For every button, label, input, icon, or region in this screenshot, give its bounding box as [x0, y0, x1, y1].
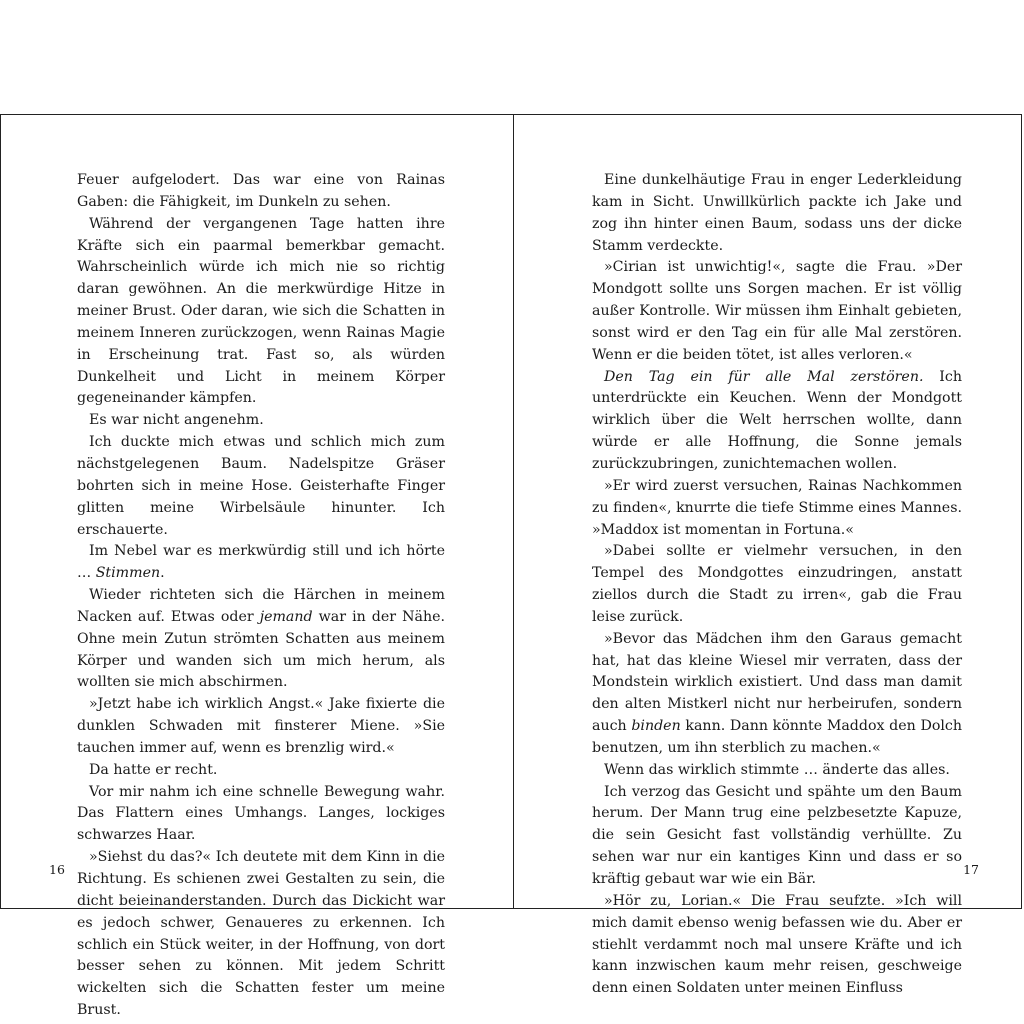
paragraph: Wenn das wirklich stimmte … änderte das alles.	[604, 761, 950, 778]
left-page-text	[77, 170, 445, 1022]
text-run: Ich unterdrückte ein Keuchen. Wenn der Mondgott wirklich über die Welt herrschen wollte, dann würde er alle Hoffnung, die Sonne jemals zurückzubringen, zunichtemachen wollen.	[592, 368, 962, 472]
paragraph: Während der vergangenen Tage hatten ihre Kräfte sich ein paarmal bemerkbar gemacht. Wahrscheinlich würde ich mich nie so richtig daran gewöhnen. An die merkwürdige Hitze in meiner Brust. Oder daran, wie sich die Schatten in meinem Inneren zurückzogen, wenn Rainas Magie in Erscheinung trat. Fast so, als würden Dunkelheit und Licht in meinem Körper gegeneinander kämpfen.	[77, 215, 445, 407]
left-page	[1, 115, 512, 1019]
right-page-text	[592, 170, 962, 1000]
italic-text-run: binden	[631, 718, 681, 735]
right-page	[514, 115, 1024, 997]
italic-text-run: Den Tag ein für alle Mal zerstören.	[604, 368, 924, 385]
paragraph: Feuer aufgelodert. Das war eine von Rainas Gaben: die Fähigkeit, im Dunkeln zu sehen.	[77, 172, 445, 210]
paragraph: Es war nicht angenehm.	[89, 412, 264, 429]
left-page-number: 16	[49, 862, 65, 877]
paragraph: Ich duckte mich etwas und schlich mich zum nächstgelegenen Baum. Nadelspitze Gräser bohrten sich in meine Hose. Geisterhafte Finger glitten meine Wirbelsäule hinunter. Ich erschauerte.	[77, 434, 445, 538]
right-page-number: 17	[963, 862, 979, 877]
italic-text-run: Stimmen	[95, 565, 161, 582]
paragraph	[77, 585, 445, 694]
paragraph	[592, 367, 962, 476]
paragraph: »Cirian ist unwichtig!«, sagte die Frau. »Der Mondgott sollte uns Sorgen machen. Er ist völlig außer Kontrolle. Wir müssen ihm Einhalt gebieten, sonst wird er den Tag ein für alle Mal zerstören. Wenn er die beiden tötet, ist alles verloren.«	[592, 259, 962, 363]
paragraph	[592, 629, 962, 760]
text-run: war in der Nähe. Ohne mein Zutun strömten Schatten aus meinem Körper und wanden sich um mich herum, als wollten sie mich abschirmen.	[77, 608, 445, 691]
paragraph: Ich verzog das Gesicht und spähte um den Baum herum. Der Mann trug eine pelzbesetzte Kapuze, die sein Gesicht fast vollständig verhüllte. Zu sehen war nur ein kantiges Kinn und dass er so kräftig gebaut war wie ein Bär.	[592, 783, 962, 887]
book-spread	[0, 114, 1022, 1019]
paragraph: Eine dunkelhäutige Frau in enger Lederkleidung kam in Sicht. Unwillkürlich packte ich Jake und zog ihn hinter einen Baum, sodass uns der dicke Stamm verdeckte.	[592, 172, 962, 254]
paragraph: »Hör zu, Lorian.« Die Frau seufzte. »Ich will mich damit ebenso wenig befassen wie du. Aber er stiehlt verdammt noch mal unsere Kräfte und ich kann inzwischen kaum mehr reisen, geschweige denn einen Soldaten unter meinen Einfluss	[592, 892, 962, 997]
paragraph	[77, 541, 445, 585]
text-run: Wieder richteten sich die Härchen in meinem Nacken auf. Etwas oder	[77, 587, 445, 625]
italic-text-run: jemand	[259, 608, 313, 625]
paragraph: »Siehst du das?« Ich deutete mit dem Kinn in die Richtung. Es schienen zwei Gestalten zu sein, die dicht beieinanderstanden. Durch das Dickicht war es jedoch schwer, Genaueres zu erkennen. Ich schlich ein Stück weiter, in der Hoffnung, von dort besser sehen zu können. Mit jedem Schritt wickelten sich die Schatten fester um meine Brust.	[77, 849, 445, 1019]
text-run: »Bevor das Mädchen ihm den Garaus gemacht hat, hat das kleine Wiesel mir verraten, dass der Mondstein wirklich existiert. Und dass man damit den alten Mistkerl nicht nur herbeirufen, sondern auch	[592, 630, 962, 735]
paragraph: »Jetzt habe ich wirklich Angst.« Jake fixierte die dunklen Schwaden mit finsterer Miene. »Sie tauchen immer auf, wenn es brenzlig wird.«	[77, 696, 445, 756]
paragraph: Vor mir nahm ich eine schnelle Bewegung wahr. Das Flattern eines Umhangs. Langes, lockiges schwarzes Haar.	[77, 783, 445, 844]
text-run: Im Nebel war es merkwürdig still und ich hörte …	[77, 543, 445, 582]
text-run: kann. Dann könnte Maddox den Dolch benutzen, um ihn sterblich zu machen.«	[592, 718, 962, 756]
paragraph: »Er wird zuerst versuchen, Rainas Nachkommen zu finden«, knurrte die tiefe Stimme eines Mannes. »Maddox ist momentan in Fortuna.«	[592, 477, 962, 538]
paragraph: Da hatte er recht.	[89, 761, 218, 778]
text-run: .	[160, 565, 165, 582]
paragraph: »Dabei sollte er vielmehr versuchen, in den Tempel des Mondgottes einzudringen, anstatt ziellos durch die Stadt zu irren«, gab die Frau leise zurück.	[592, 543, 962, 625]
